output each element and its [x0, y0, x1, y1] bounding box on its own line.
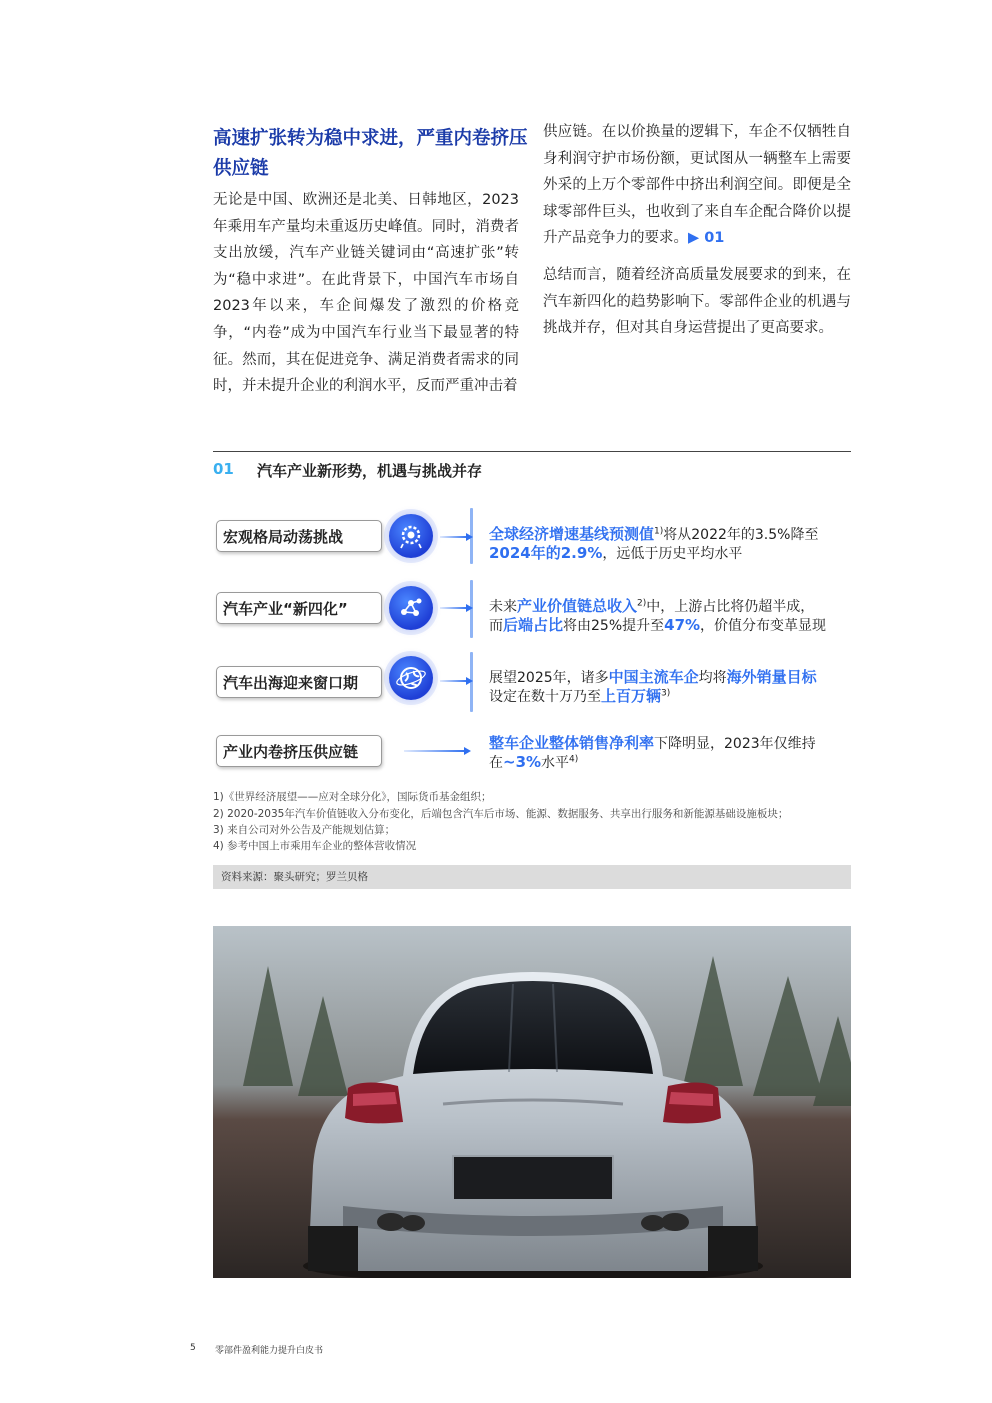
figure-title: 汽车产业新形势，机遇与挑战并存 — [257, 462, 483, 480]
description-text: ，远低于历史平均水平 — [602, 546, 743, 562]
car-photo — [213, 926, 851, 1278]
description-text: 水平 — [541, 755, 570, 771]
highlight-text: ~3% — [503, 753, 542, 771]
highlight-text: 海外销量目标 — [726, 668, 817, 686]
description-text: ，价值分布变革显现 — [700, 618, 827, 634]
highlight-text: 全球经济增速基线预测值 — [489, 525, 655, 543]
arrow-line-row-4 — [404, 750, 466, 752]
footnote-marker: 4) — [569, 754, 579, 765]
arrow-line-row-2 — [440, 607, 468, 609]
figure-label-going-overseas: 汽车出海迎来窗口期 — [216, 666, 382, 698]
network-nodes-icon — [389, 586, 433, 630]
arrow-line-row-1 — [440, 536, 468, 538]
arrow-line-row-3 — [440, 680, 468, 682]
footnote-4: 4) 参考中国上市乘用车企业的整体营收情况 — [213, 840, 417, 852]
footnote-marker: 2) — [637, 598, 647, 609]
highlight-text: 产业价值链总收入 — [517, 597, 638, 615]
page-number: 5 — [190, 1343, 196, 1353]
footnote-3: 3) 来自公司对外公告及产能规划估算； — [213, 824, 396, 836]
arrow-head-row-3 — [466, 677, 473, 685]
highlight-text: 2024年的2.9% — [489, 544, 603, 562]
document-title: 零部件盈利能力提升白皮书 — [215, 1346, 324, 1356]
footnote-marker: 3) — [661, 688, 671, 699]
description-text: 未来 — [489, 599, 517, 615]
description-text: 在 — [489, 755, 503, 771]
brain-gear-icon — [389, 514, 433, 558]
figure-top-rule — [213, 451, 851, 452]
footnote-2: 2) 2020-2035年汽车价值链收入分布变化，后端包含汽车后市场、能源、数据服务、共享出行服务和新能源基础设施板块； — [213, 808, 789, 820]
description-text: 而 — [489, 618, 503, 634]
highlight-text: 47% — [664, 616, 701, 634]
description-text: 均将 — [698, 670, 727, 686]
left-column-paragraph: 无论是中国、欧洲还是北美、日韩地区，2023年乘用车产量均未重返历史峰值。同时，消费者支出放缓，汽车产业链关键词由“高速扩张”转为“稳中求进”。在此背景下，中国汽车市场自2023年以来，车企间爆发了激烈的价格竞争，“内卷”成为中国汽车行业当下最显著的特征。然而，其在促进竞争、满足消费者需求的同时，并未提升企业的利润水平，反而严重冲击着 — [213, 192, 519, 395]
figure-description-row-1 — [489, 525, 851, 563]
figure-number: 01 — [213, 460, 234, 478]
figure-label-macro-challenge: 宏观格局动荡挑战 — [216, 520, 382, 552]
arrow-head-row-2 — [466, 604, 473, 612]
description-text: 设定在数十万乃至 — [489, 689, 601, 705]
figure-description-row-4 — [489, 734, 851, 772]
right-paragraph-1-text: 供应链。在以价换量的逻辑下，车企不仅牺牲自身利润守护市场份额，更试图从一辆整车上需要外采的上万个零部件中挤出利润空间。即便是全球零部件巨头，也收到了来自车企配合降价以提升产品竞争力的要求。 — [543, 124, 851, 247]
right-column-paragraph-1 — [543, 119, 851, 252]
arrow-head-row-4 — [464, 747, 471, 755]
description-text: 将从2022年的3.5%降至 — [663, 527, 819, 543]
section-heading — [213, 124, 533, 184]
highlight-text: 整车企业整体销售净利率 — [489, 734, 655, 752]
globe-icon — [389, 656, 433, 700]
footnote-1: 1)《世界经济展望——应对全球分化》，国际货币基金组织； — [213, 791, 492, 803]
section-heading-line-1: 高速扩张转为稳中求进，严重内卷挤压 — [213, 128, 528, 149]
section-heading-line-2: 供应链 — [213, 158, 269, 179]
description-text: 中，上游占比将仍超半成， — [646, 599, 815, 615]
footnote-marker: 1) — [654, 526, 664, 537]
highlight-text: 中国主流车企 — [608, 668, 699, 686]
arrow-head-row-1 — [466, 533, 473, 541]
description-text: 展望2025年，诸多 — [489, 670, 609, 686]
description-text: 下降明显，2023年仅维持 — [654, 736, 816, 752]
figure-label-four-trends: 汽车产业“新四化” — [216, 592, 382, 624]
right-column-paragraph-2: 总结而言，随着经济高质量发展要求的到来，在汽车新四化的趋势影响下。零部件企业的机遇与挑战并存，但对其自身运营提出了更高要求。 — [543, 267, 851, 337]
highlight-text: 后端占比 — [503, 616, 564, 634]
figure-label-involution: 产业内卷挤压供应链 — [216, 735, 382, 767]
figure-description-row-2 — [489, 597, 851, 635]
figure-description-row-3 — [489, 668, 851, 706]
description-text: 将由25%提升至 — [563, 618, 665, 634]
figure-reference-link[interactable]: ▶ 01 — [688, 230, 725, 247]
source-bar: 资料来源：聚头研究；罗兰贝格 — [213, 865, 851, 889]
highlight-text: 上百万辆 — [601, 687, 662, 705]
